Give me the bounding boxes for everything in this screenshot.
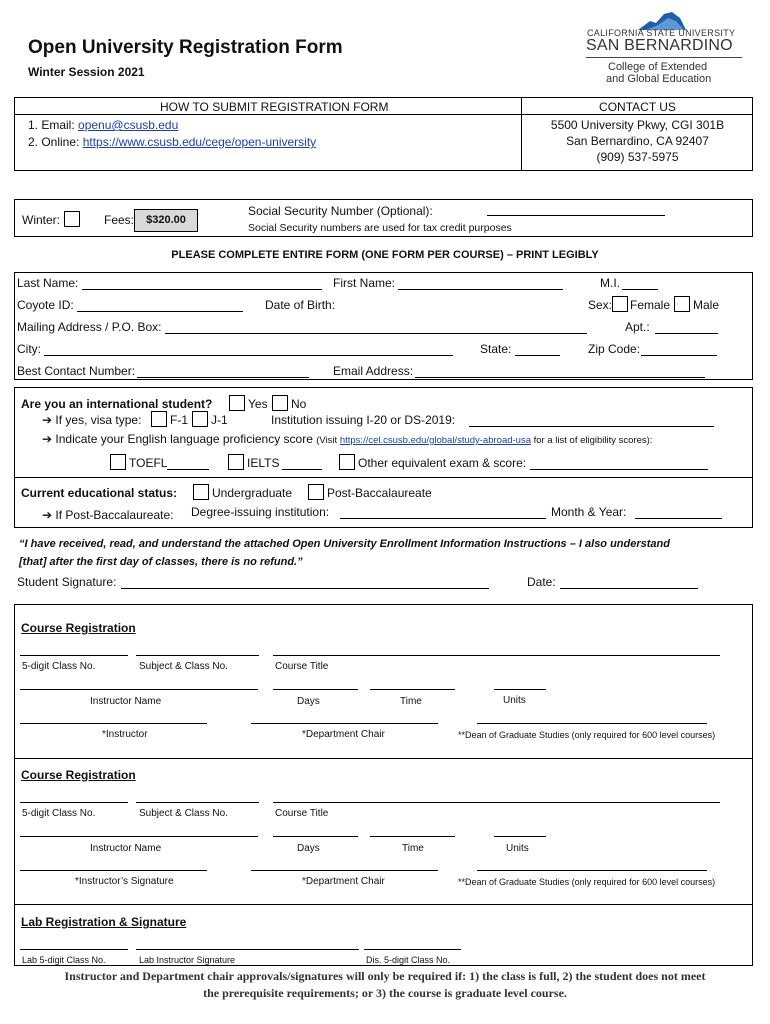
institution-label: Institution issuing I-20 or DS-2019: <box>271 413 456 427</box>
course-2-subject-input[interactable] <box>136 802 259 803</box>
visa-f1-checkbox[interactable] <box>151 411 167 427</box>
contact-address-2: San Bernardino, CA 92407 <box>566 134 709 148</box>
international-yes-checkbox[interactable] <box>229 395 245 411</box>
logo-divider <box>586 57 742 58</box>
postbac-checkbox[interactable] <box>308 484 324 500</box>
sex-label: Sex: <box>588 298 613 312</box>
course-2-units-input[interactable] <box>494 836 546 837</box>
footer-note-line-1: Instructor and Department chair approvals/signatures will only be required if: 1) the class is full, 2) the student does not meet <box>64 969 706 983</box>
arrow-right-icon: ➔ <box>42 432 53 446</box>
coyote-id-input[interactable] <box>77 311 243 312</box>
course-2-instructor-sig-input[interactable] <box>20 870 207 871</box>
first-name-input[interactable] <box>398 289 563 290</box>
section-divider <box>14 477 753 478</box>
state-label: State: <box>480 342 512 356</box>
course-1-days-input[interactable] <box>273 689 358 690</box>
course-1-time-input[interactable] <box>370 689 455 690</box>
institution-input[interactable] <box>469 426 714 427</box>
email-link[interactable]: openu@csusb.edu <box>78 118 179 132</box>
lab-title: Lab Registration & Signature <box>21 915 187 929</box>
male-label: Male <box>693 298 720 312</box>
winter-checkbox[interactable] <box>64 211 80 227</box>
statement-line-2: [that] after the first day of classes, there is no refund.” <box>19 556 303 568</box>
course-2-instructor-name-label: Instructor Name <box>90 843 162 854</box>
month-year-label: Month & Year: <box>551 505 627 519</box>
ssn-label: Social Security Number (Optional): <box>248 204 433 218</box>
course-2-class-no-input[interactable] <box>20 802 128 803</box>
dob-label: Date of Birth: <box>265 298 336 312</box>
form-title: Open University Registration Form <box>28 37 343 58</box>
course-1-subject-input[interactable] <box>136 655 259 656</box>
course-2-days-input[interactable] <box>273 836 358 837</box>
coyote-id-label: Coyote ID: <box>17 298 74 312</box>
submit-heading: HOW TO SUBMIT REGISTRATION FORM <box>160 100 389 114</box>
international-yes-label: Yes <box>248 397 268 411</box>
if-postbac-row: ➔ If Post-Baccalaureate: <box>42 508 174 522</box>
course-1-title-input[interactable] <box>273 655 720 656</box>
course-1-subject-label: Subject & Class No. <box>139 661 228 672</box>
course-1-dept-chair-sig-input[interactable] <box>251 723 438 724</box>
mailing-label: Mailing Address / P.O. Box: <box>17 320 162 334</box>
toefl-checkbox[interactable] <box>110 454 126 470</box>
footer-note-line-2: the prerequisite requirements; or 3) the course is graduate level course. <box>203 986 567 1000</box>
male-checkbox[interactable] <box>674 296 690 312</box>
lab-dis-class-no-input[interactable] <box>364 949 461 950</box>
course-1-class-no-input[interactable] <box>20 655 128 656</box>
course-2-instructor-sig-label: *Instructor’s Signature <box>75 876 174 887</box>
fees-value: $320.00 <box>134 209 198 232</box>
course-2-class-no-label: 5-digit Class No. <box>22 808 96 819</box>
course-2-dean-sig-input[interactable] <box>477 870 707 871</box>
international-no-label: No <box>291 397 307 411</box>
other-exam-input[interactable] <box>530 469 708 470</box>
course-1-dean-label: **Dean of Graduate Studies (only required for 600 level courses) <box>458 730 716 740</box>
student-signature-label: Student Signature: <box>17 575 117 589</box>
undergraduate-checkbox[interactable] <box>193 484 209 500</box>
mi-label: M.I. <box>600 276 620 290</box>
course-2-title: Course Registration <box>21 768 136 782</box>
course-2-dept-chair-sig-input[interactable] <box>251 870 438 871</box>
submit-item-email: 1. Email: openu@csusb.edu <box>28 118 179 132</box>
phone-input[interactable] <box>137 377 309 378</box>
header-row-line <box>14 114 753 115</box>
course-1-instructor-name-label: Instructor Name <box>90 696 162 707</box>
course-2-title-input[interactable] <box>273 802 720 803</box>
email-input[interactable] <box>415 377 705 378</box>
lab-class-no-input[interactable] <box>20 949 128 950</box>
course-1-class-no-label: 5-digit Class No. <box>22 661 96 672</box>
english-proficiency-row: ➔ Indicate your English language proficiency score (Visit https://cel.csusb.edu/global/study-abroad-usa for a list of eligibility scores): <box>42 432 653 446</box>
course-1-days-label: Days <box>297 696 320 707</box>
ielts-checkbox[interactable] <box>228 454 244 470</box>
course-1-course-title-label: Course Title <box>275 661 329 672</box>
other-exam-checkbox[interactable] <box>339 454 355 470</box>
postbac-label: Post-Baccalaureate <box>327 486 432 500</box>
course-1-dean-sig-input[interactable] <box>477 723 707 724</box>
instructions-heading: PLEASE COMPLETE ENTIRE FORM (ONE FORM PER COURSE) – PRINT LEGIBLY <box>171 249 599 261</box>
course-2-time-label: Time <box>402 843 424 854</box>
lab-instructor-sig-label: Lab Instructor Signature <box>139 955 236 965</box>
toefl-score-input[interactable] <box>167 469 209 470</box>
course-divider-2 <box>14 904 753 905</box>
city-input[interactable] <box>44 355 453 356</box>
contact-address-1: 5500 University Pkwy, CGI 301B <box>550 118 725 132</box>
visa-j1-label: J-1 <box>211 413 228 427</box>
course-2-subject-label: Subject & Class No. <box>139 808 228 819</box>
international-question: Are you an international student? <box>21 397 213 411</box>
email-label: Email Address: <box>333 364 414 378</box>
date-input[interactable] <box>560 588 698 589</box>
ssn-note: Social Security numbers are used for tax credit purposes <box>248 222 512 234</box>
degree-institution-input[interactable] <box>340 518 546 519</box>
course-2-instructor-input[interactable] <box>20 836 258 837</box>
fees-label: Fees: <box>104 213 135 227</box>
logo-line-2: SAN BERNARDINO <box>586 37 733 54</box>
course-1-instructor-input[interactable] <box>20 689 258 690</box>
female-checkbox[interactable] <box>612 296 628 312</box>
first-name-label: First Name: <box>333 276 396 290</box>
logo-line-1: CALIFORNIA STATE UNIVERSITY <box>587 28 736 38</box>
course-1-units-label: Units <box>503 695 526 706</box>
undergraduate-label: Undergraduate <box>212 486 293 500</box>
date-label: Date: <box>527 575 556 589</box>
education-status-label: Current educational status: <box>21 486 178 500</box>
visa-type-row: ➔ If yes, visa type: <box>42 413 142 427</box>
course-1-dept-chair-label: *Department Chair <box>302 729 385 740</box>
apt-label: Apt.: <box>625 320 650 334</box>
session-subtitle: Winter Session 2021 <box>28 65 145 79</box>
visa-j1-checkbox[interactable] <box>192 411 208 427</box>
last-name-label: Last Name: <box>17 276 79 290</box>
ielts-label: IELTS <box>247 456 280 470</box>
online-link[interactable]: https://www.csusb.edu/cege/open-university <box>82 135 317 149</box>
course-divider-1 <box>14 758 753 759</box>
state-input[interactable] <box>515 355 560 356</box>
phone-label: Best Contact Number: <box>17 364 136 378</box>
other-exam-label: Other equivalent exam & score: <box>358 456 527 470</box>
international-no-checkbox[interactable] <box>272 395 288 411</box>
logo-line-3: College of Extended <box>608 61 708 73</box>
ssn-input[interactable] <box>487 215 665 216</box>
visa-f1-label: F-1 <box>170 413 188 427</box>
lab-instructor-sig-input[interactable] <box>136 949 359 950</box>
lab-class-no-label: Lab 5-digit Class No. <box>22 955 106 965</box>
eligibility-link[interactable]: https://cel.csusb.edu/global/study-abroad-usa <box>339 435 531 446</box>
course-2-days-label: Days <box>297 843 320 854</box>
arrow-right-icon: ➔ <box>42 413 53 427</box>
female-label: Female <box>630 298 671 312</box>
arrow-right-icon: ➔ <box>42 508 53 522</box>
course-1-instructor-sig-input[interactable] <box>20 723 207 724</box>
course-registration-box <box>14 604 753 966</box>
course-1-time-label: Time <box>400 696 422 707</box>
winter-label: Winter: <box>22 213 61 227</box>
contact-phone: (909) 537-5975 <box>596 150 679 164</box>
logo-line-4: and Global Education <box>606 73 712 85</box>
course-2-units-label: Units <box>506 843 529 854</box>
mailing-input[interactable] <box>165 333 587 334</box>
course-1-title: Course Registration <box>21 621 136 635</box>
apt-input[interactable] <box>655 333 718 334</box>
zip-label: Zip Code: <box>588 342 641 356</box>
statement-line-1: “I have received, read, and understand the attached Open University Enrollment Information Instructions – I also understand <box>19 538 670 550</box>
contact-heading: CONTACT US <box>599 100 676 114</box>
month-year-input[interactable] <box>635 518 722 519</box>
degree-institution-label: Degree-issuing institution: <box>191 505 330 519</box>
course-2-dept-chair-label: *Department Chair <box>302 876 385 887</box>
course-2-dean-label: **Dean of Graduate Studies (only required for 600 level courses) <box>458 877 716 887</box>
city-label: City: <box>17 342 41 356</box>
course-2-course-title-label: Course Title <box>275 808 329 819</box>
course-1-instructor-label: *Instructor <box>102 729 148 740</box>
last-name-input[interactable] <box>82 289 322 290</box>
lab-dis-class-no-label: Dis. 5-digit Class No. <box>366 955 451 965</box>
toefl-label: TOEFL <box>129 456 168 470</box>
mi-input[interactable] <box>622 289 658 290</box>
course-1-units-input[interactable] <box>494 689 546 690</box>
course-2-time-input[interactable] <box>370 836 455 837</box>
student-signature-input[interactable] <box>121 588 489 589</box>
zip-input[interactable] <box>641 355 717 356</box>
submit-item-online: 2. Online: https://www.csusb.edu/cege/open-university <box>28 135 317 149</box>
ielts-score-input[interactable] <box>282 469 322 470</box>
